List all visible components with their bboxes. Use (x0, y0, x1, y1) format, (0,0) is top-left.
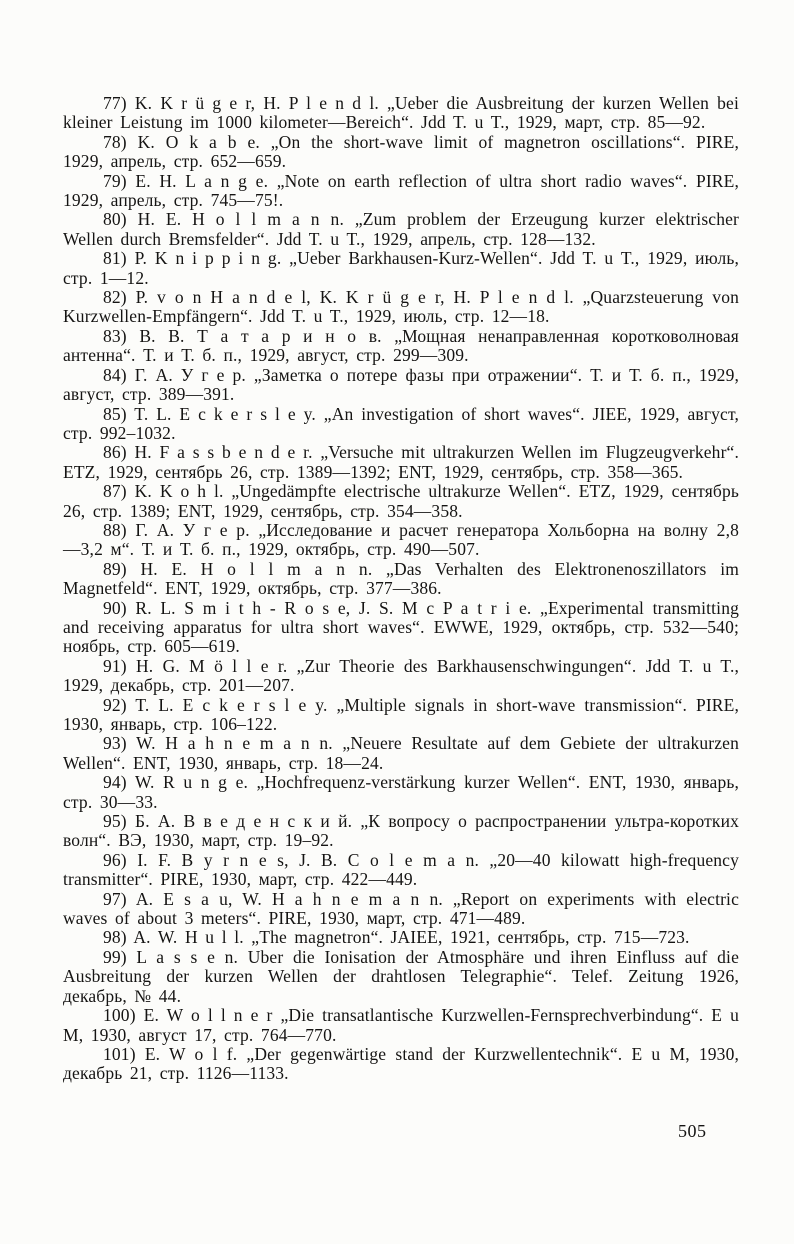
reference-entry: 84) Г. А. У г е р. „Заметка о потере фазы при отражении“. Т. и Т. б. п., 1929, август, стр. 389—391. (63, 364, 739, 405)
reference-entry: 89) H. E. H o l l m a n n. „Das Verhalten des Elektronenoszillators im Magnetfeld“. ENT, 1929, октябрь, стр. 377—386. (63, 558, 739, 599)
reference-entry: 83) В. В. Т а т а р и н о в. „Мощная ненаправленная коротковолновая антенна“. Т. и Т. б. п., 1929, август, стр. 299—309. (63, 325, 739, 366)
references-list (63, 94, 739, 1084)
reference-entry: 88) Г. А. У г е р. „Исследование и расчет генератора Хольборна на волну 2,8—3,2 м“. Т. и Т. б. п., 1929, октябрь, стр. 490—507. (63, 519, 739, 560)
reference-entry: 80) H. E. H o l l m a n n. „Zum problem der Erzeugung kurzer elektrischer Wellen durch Bremsfelder“. Jdd T. u T., 1929, апрель, стр. 128—132. (63, 209, 739, 249)
reference-entry: 98) A. W. H u l l. „The magnetron“. JAIEE, 1921, сентябрь, стр. 715—723. (103, 927, 690, 948)
reference-entry: 97) A. E s a u, W. H a h n e m a n n. „Report on experiments with electric waves of about 3 meters“. PIRE, 1930, март, стр. 471—489. (63, 888, 739, 929)
reference-entry: 87) K. K o h l. „Ungedämpfte electrische ultrakurze Wellen“. ETZ, 1929, сентябрь 26, стр. 1389; ENT, 1929, сентябрь, стр. 354—358. (63, 481, 739, 521)
reference-entry: 93) W. H a h n e m a n n. „Neuere Resultate auf dem Gebiete der ultrakurzen Wellen“. ENT, 1930, январь, стр. 18—24. (63, 733, 739, 773)
reference-entry: 90) R. L. S m i t h - R o s e, J. S. M c P a t r i e. „Experimental transmitting and receiving apparatus for ultra short waves“. EWWE, 1929, октябрь, стр. 532—540; ноябрь, стр. 605—619. (63, 597, 739, 657)
reference-entry: 94) W. R u n g e. „Hochfrequenz-verstärkung kurzer Wellen“. ENT, 1930, январь, стр. 30—33. (63, 772, 739, 812)
page-number: 505 (678, 1121, 707, 1141)
reference-entry: 77) K. K r ü g e r, H. P l e n d l. „Ueber die Ausbreitung der kurzen Wellen bei kleiner Leistung im 1000 kilometer—Bereich“. Jdd T. u T., 1929, март, стр. 85—92. (63, 93, 739, 133)
reference-entry: 100) E. W o l l n e r „Die transatlantische Kurzwellen-Fernsprechverbindung“. E u M, 1930, август 17, стр. 764—770. (63, 1005, 739, 1045)
reference-entry: 99) L a s s e n. Uber die Ionisation der Atmosphäre und ihren Einfluss auf die Ausbreitung der kurzen Wellen der drahtlosen Telegraphie“. Telef. Zeitung 1926, декабрь, № 44. (63, 946, 739, 1006)
reference-entry: 101) E. W o l f. „Der gegenwärtige stand der Kurzwellentechnik“. E u M, 1930, декабрь 21, стр. 1126—1133. (63, 1043, 739, 1084)
reference-entry: 96) I. F. B y r n e s, J. B. C o l e m a n. „20—40 kilowatt high-frequency transmitter“. PIRE, 1930, март, стр. 422—449. (63, 849, 739, 890)
reference-entry: 78) K. O k a b e. „On the short-wave limit of magnetron oscillations“. PIRE, 1929, апрель, стр. 652—659. (63, 131, 739, 172)
reference-entry: 85) T. L. E c k e r s l e y. „An investigation of short waves“. JIEE, 1929, август, стр. 992–1032. (63, 403, 739, 443)
reference-entry: 95) Б. А. В в е д е н с к и й. „К вопросу о распространении ультра-коротких волн“. ВЭ, 1930, март, стр. 19–92. (63, 811, 739, 851)
reference-entry: 91) H. G. M ö l l e r. „Zur Theorie des Barkhausenschwingungen“. Jdd T. u T., 1929, декабрь, стр. 201—207. (63, 655, 739, 696)
reference-entry: 86) H. F a s s b e n d e r. „Versuche mit ultrakurzen Wellen im Flugzeugverkehr“. ETZ, 1929, сентябрь 26, стр. 1389—1392; ENT, 1929, сентябрь, стр. 358—365. (63, 442, 739, 482)
reference-entry: 82) P. v o n H a n d e l, K. K r ü g e r, H. P l e n d l. „Quarzsteuerung von Kurzwellen-Empfängern“. Jdd T. u T., 1929, июль, стр. 12—18. (63, 287, 739, 327)
reference-entry: 79) E. H. L a n g e. „Note on earth reflection of ultra short radio waves“. PIRE, 1929, апрель, стр. 745—75!. (63, 170, 739, 211)
reference-entry: 92) T. L. E c k e r s l e y. „Multiple signals in short-wave transmission“. PIRE, 1930, январь, стр. 106–122. (63, 694, 739, 734)
reference-entry: 81) P. K n i p p i n g. „Ueber Barkhausen-Kurz-Wellen“. Jdd T. u T., 1929, июль, стр. 1—12. (63, 248, 739, 288)
